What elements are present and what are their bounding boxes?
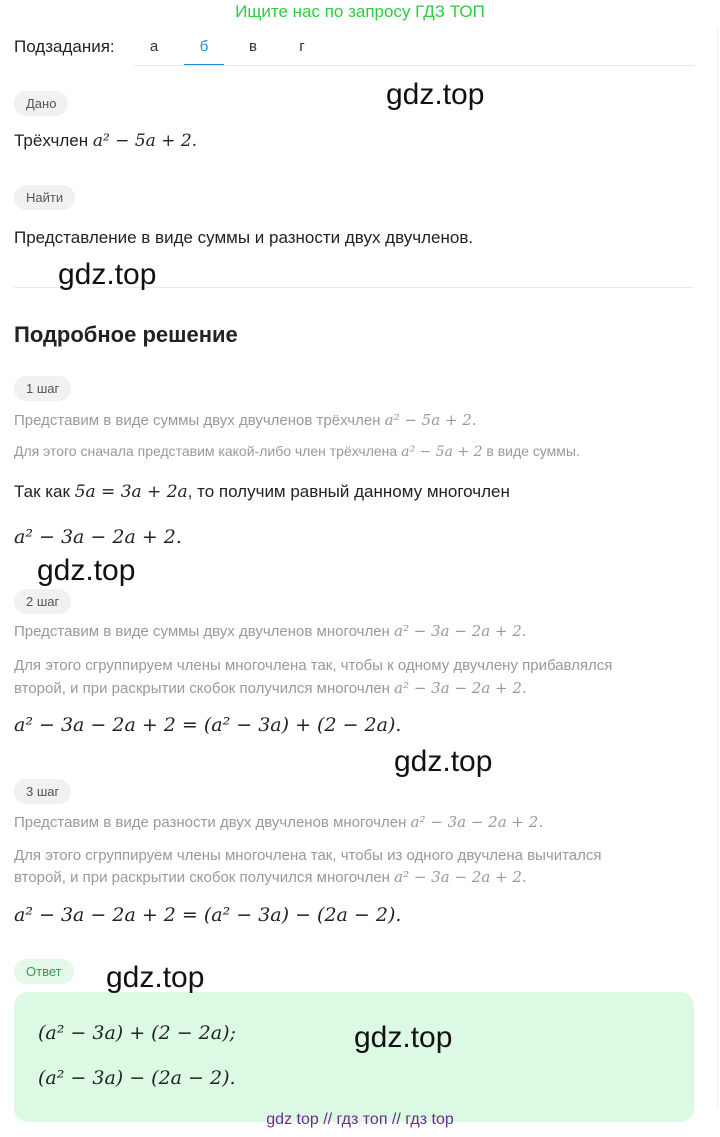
step-3-line-2: Для этого сгруппируем члены многочлена так, чтобы из одного двучлена вычитался xyxy=(14,847,602,864)
step-2-line-3-text: второй, и при раскрытии скобок получился многочлен xyxy=(14,680,390,697)
given-expression: a² − 5a + 2. xyxy=(92,131,198,151)
step-1-line-3-text-a: Так как xyxy=(14,482,70,501)
step-1-line-2-tail: в виде суммы. xyxy=(486,443,580,459)
footer-links[interactable]: gdz top // гдз топ // гдз top xyxy=(266,1111,454,1128)
watermark: gdz.top xyxy=(394,745,493,778)
step-2-line-1-text: Представим в виде суммы двух двучленов многочлен xyxy=(14,623,390,640)
step-2-chip: 2 шаг xyxy=(14,589,71,614)
step-3-line-3-expr: a² − 3a − 2a + 2. xyxy=(394,868,527,886)
step-1-result: a² − 3a − 2a + 2. xyxy=(14,526,182,548)
step-2-line-1 xyxy=(14,622,527,640)
find-chip: Найти xyxy=(14,185,75,210)
step-1-line-3-expr: 5a = 3a + 2a xyxy=(74,482,188,502)
watermark: gdz.top xyxy=(58,258,157,291)
step-1-line-3 xyxy=(14,482,510,502)
step-3-line-1-text: Представим в виде разности двух двучленов многочлен xyxy=(14,814,407,831)
step-1-line-1 xyxy=(14,411,477,429)
tab-subtask-g[interactable]: г xyxy=(299,38,305,55)
step-1-line-2-text: Для этого сначала представим какой-либо член трёхчлена xyxy=(14,443,398,459)
watermark: gdz.top xyxy=(106,961,205,994)
step-2-line-3 xyxy=(14,679,527,697)
step-1-line-3-text-b: , то получим равный данному многочлен xyxy=(187,482,510,501)
given-chip: Дано xyxy=(14,91,68,116)
watermark: gdz.top xyxy=(37,554,136,587)
step-3-line-3-text: второй, и при раскрытии скобок получился многочлен xyxy=(14,869,390,886)
step-3-line-1-expr: a² − 3a − 2a + 2. xyxy=(410,813,544,831)
watermark: gdz.top xyxy=(354,1021,453,1054)
answer-line-1: (a² − 3a) + (2 − 2a); xyxy=(38,1022,236,1044)
step-2-result: a² − 3a − 2a + 2 = (a² − 3a) + (2 − 2a). xyxy=(14,714,402,736)
search-banner[interactable]: Ищите нас по запросу ГДЗ ТОП xyxy=(235,2,485,21)
watermark: gdz.top xyxy=(386,78,485,111)
step-3-chip: 3 шаг xyxy=(14,779,71,804)
tab-subtask-b[interactable]: б xyxy=(184,38,224,66)
step-1-line-2 xyxy=(14,443,580,460)
tab-subtask-a[interactable]: а xyxy=(149,38,159,55)
find-text: Представление в виде суммы и разности двух двучленов. xyxy=(14,228,474,247)
step-3-result: a² − 3a − 2a + 2 = (a² − 3a) − (2a − 2). xyxy=(14,904,402,926)
tab-subtask-v[interactable]: в xyxy=(249,38,257,55)
solution-title: Подробное решение xyxy=(14,322,238,347)
answer-box xyxy=(14,992,694,1122)
answer-chip: Ответ xyxy=(14,959,74,984)
step-1-line-1-expr: a² − 5a + 2. xyxy=(384,411,477,429)
step-1-chip: 1 шаг xyxy=(14,376,71,401)
step-1-line-2-expr: a² − 5a + 2 xyxy=(401,444,483,460)
step-1-line-1-text: Представим в виде суммы двух двучленов трёхчлен xyxy=(14,412,381,429)
subtabs-divider xyxy=(134,65,694,66)
step-2-line-3-expr: a² − 3a − 2a + 2. xyxy=(394,679,527,697)
step-2-line-1-expr: a² − 3a − 2a + 2. xyxy=(394,622,527,640)
given-line xyxy=(14,131,197,151)
answer-line-2: (a² − 3a) − (2a − 2). xyxy=(38,1067,236,1089)
subtasks-label: Подзадания: xyxy=(14,37,115,56)
step-2-line-2: Для этого сгруппируем члены многочлена так, чтобы к одному двучлену прибавлялся xyxy=(14,657,613,674)
step-3-line-1 xyxy=(14,813,543,831)
step-3-line-3 xyxy=(14,868,527,886)
right-edge-rule xyxy=(717,28,718,1108)
given-text: Трёхчлен xyxy=(14,131,89,150)
